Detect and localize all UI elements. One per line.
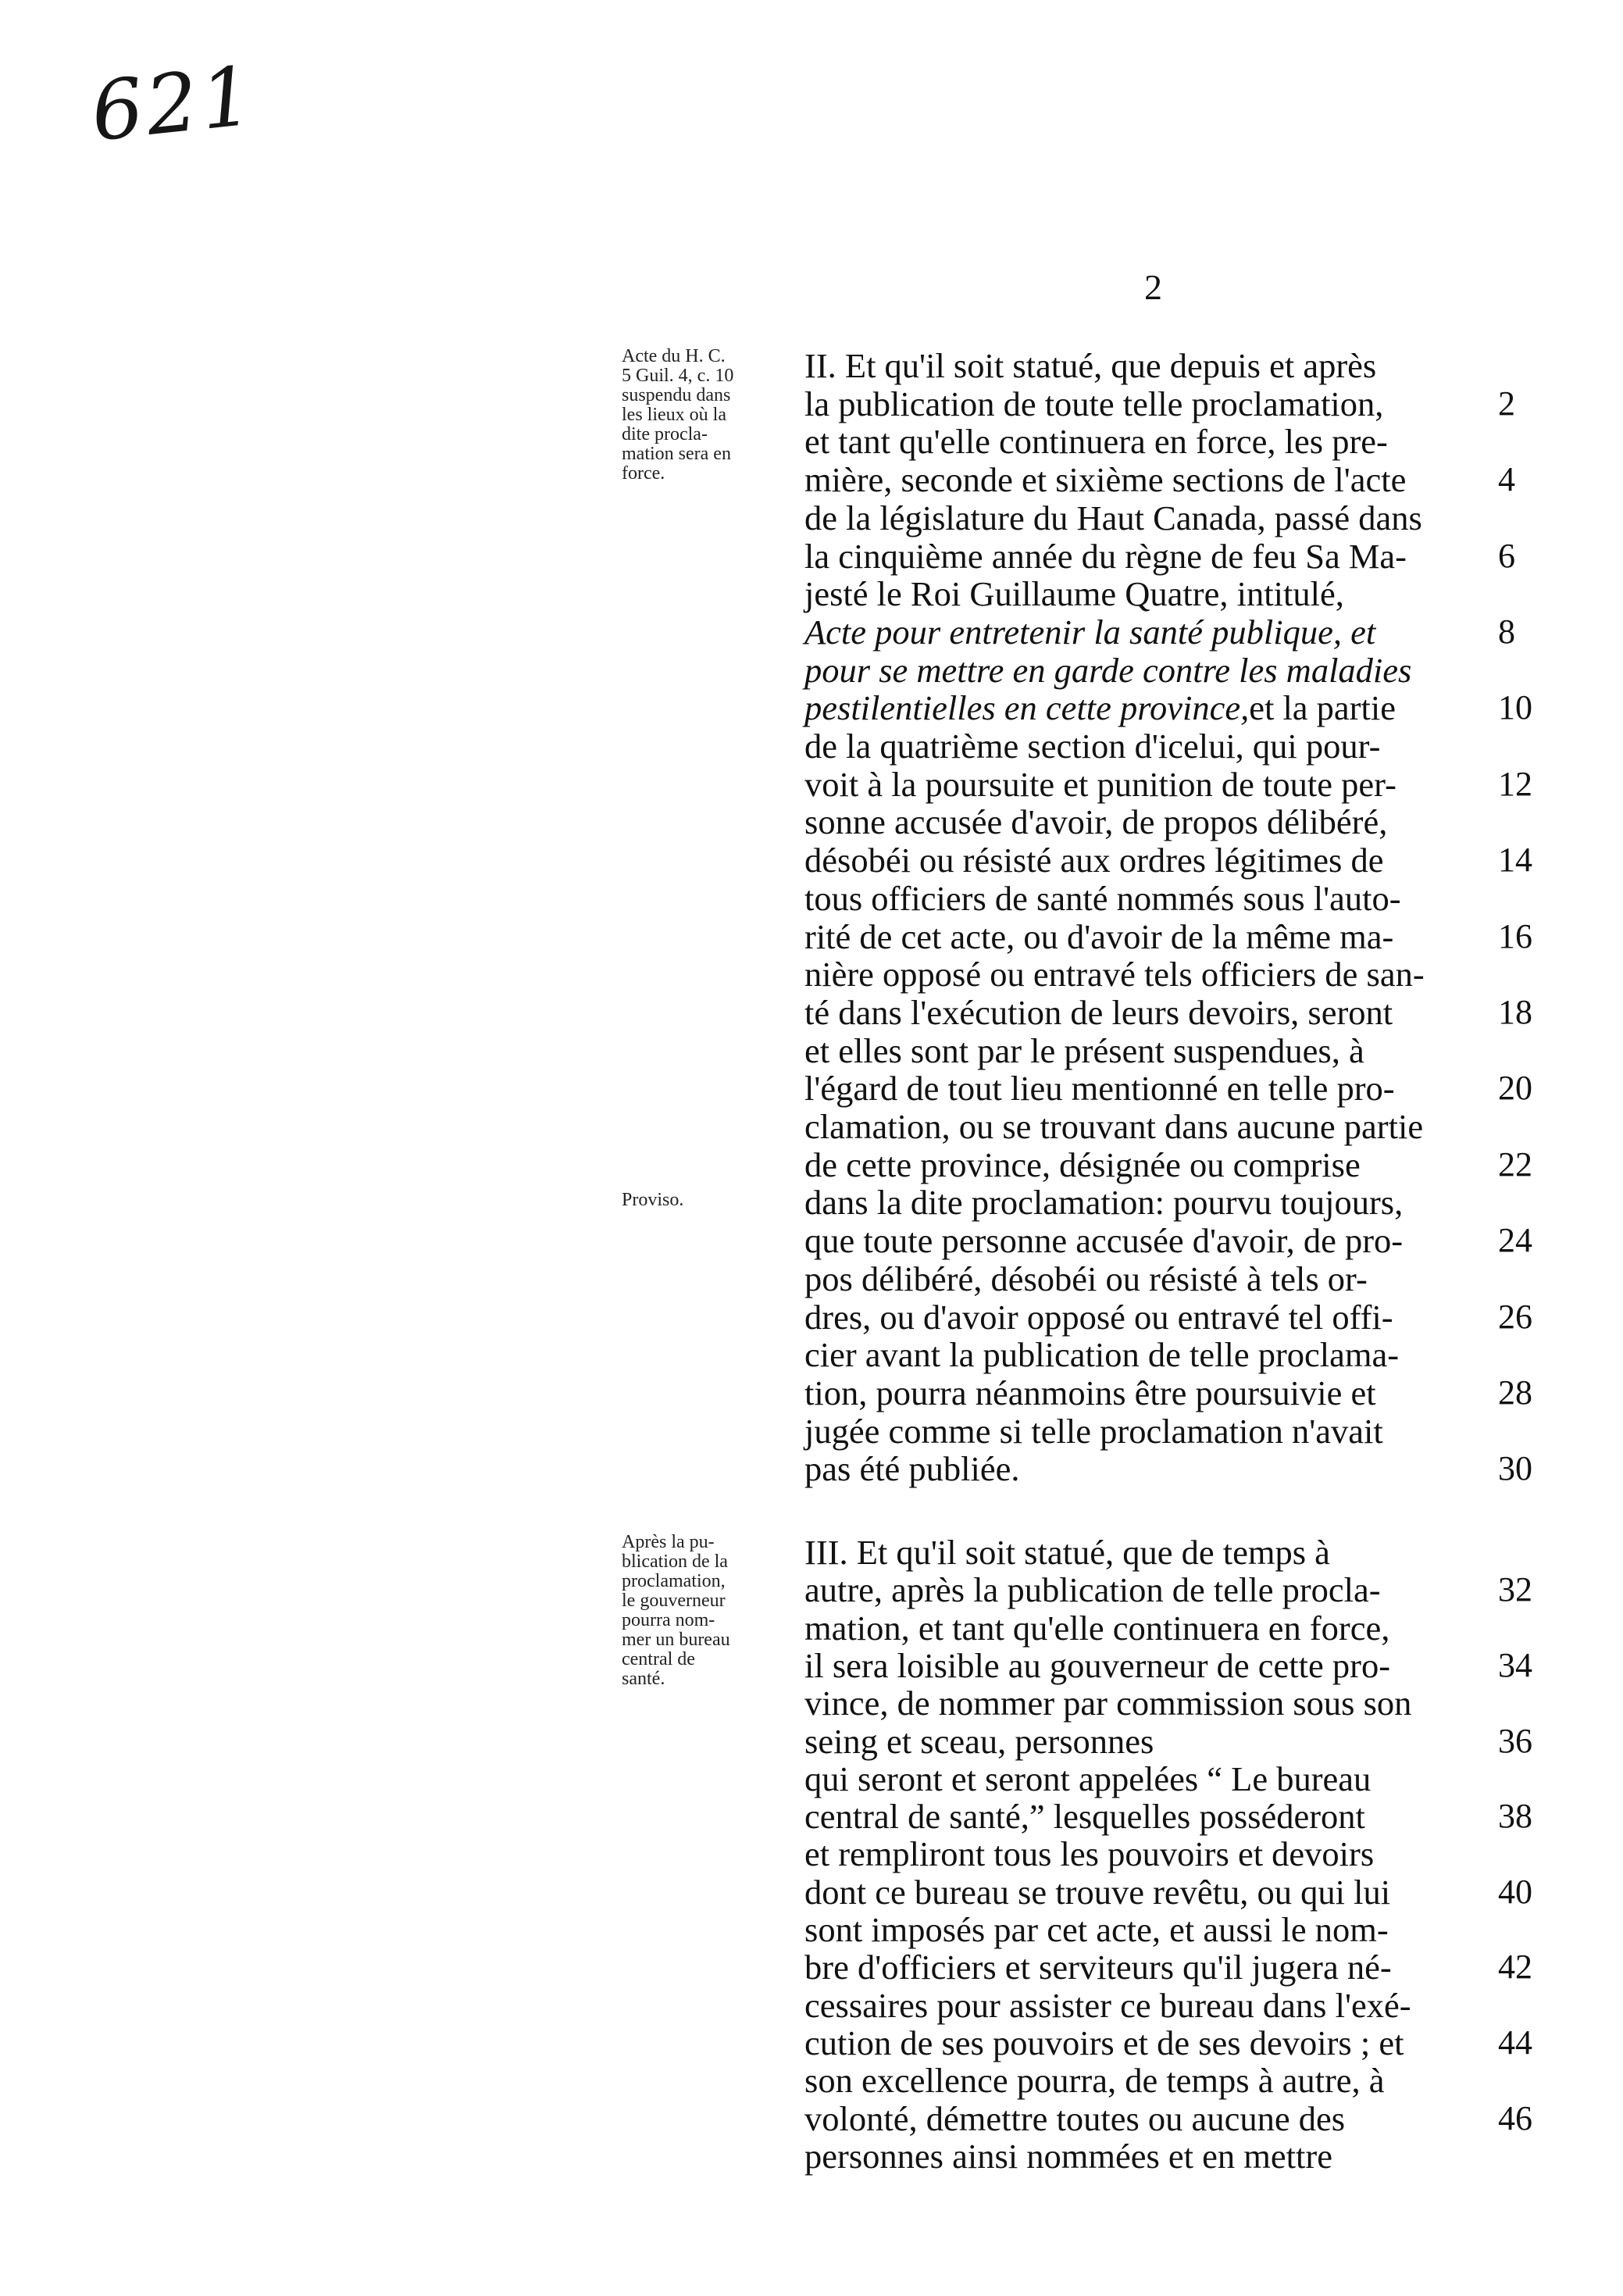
margin-note-proviso [622, 1191, 808, 1210]
text-line-content: tion, pourra néanmoins être poursuivie et [804, 1373, 1376, 1412]
text-line-content: personnes ainsi nommées et en mettre [804, 2136, 1332, 2176]
margin-note-line: Après la pu- [622, 1532, 715, 1552]
text-line-content: mière, seconde et sixième sections de l'acte [804, 460, 1407, 500]
line-number: 30 [1498, 1449, 1532, 1488]
page-number: 2 [1144, 267, 1162, 307]
text-line [804, 955, 1492, 994]
text-line [804, 537, 1492, 576]
text-line [804, 2137, 1492, 2176]
text-line [804, 1069, 1492, 1108]
text-line-content: et tant qu'elle continuera en force, les pre- [804, 422, 1388, 462]
line-number: 46 [1498, 2098, 1532, 2137]
line-number: 14 [1498, 841, 1532, 880]
text-line-content: nière opposé ou entravé tels officiers de san- [804, 955, 1425, 994]
text-line-content: la publication de toute telle proclamation, [804, 384, 1384, 423]
text-line-content: tous officiers de santé nommés sous l'auto- [804, 878, 1401, 918]
text-line [804, 1298, 1492, 1337]
margin-note-line: blication de la [622, 1551, 728, 1572]
text-line-content: et rempliront tous les pouvoirs et devoirs [804, 1834, 1375, 1874]
text-line [804, 1412, 1492, 1451]
text-line-content: cier avant la publication de telle proclama- [804, 1335, 1400, 1375]
line-number: 2 [1498, 384, 1515, 423]
text-line [804, 1797, 1492, 1836]
text-line-content: qui seront et seront appelées “ Le bureau [804, 1759, 1372, 1798]
line-number: 12 [1498, 764, 1532, 803]
text-line-content: volonté, démettre toutes ou aucune des [804, 2098, 1346, 2138]
text-line [804, 1986, 1492, 2025]
text-line [804, 651, 1492, 690]
margin-note-bureau-central [622, 1533, 808, 1689]
margin-note-line: force. [622, 463, 665, 484]
line-number: 38 [1498, 1797, 1532, 1836]
text-line-content: té dans l'exécution de leurs devoirs, seront [804, 992, 1393, 1032]
text-line [804, 1221, 1492, 1260]
text-line [804, 1449, 1492, 1488]
text-line-content: pos délibéré, désobéi ou résisté à tels or- [804, 1259, 1368, 1298]
text-line-content: dres, ou d'avoir opposé ou entravé tel offi- [804, 1297, 1393, 1337]
text-line-content: et elles sont par le présent suspendues, à [804, 1030, 1364, 1070]
text-line [804, 574, 1492, 613]
margin-note-line: suspendu dans [622, 385, 731, 405]
text-line [804, 879, 1492, 918]
line-number: 36 [1498, 1721, 1532, 1760]
margin-note-line: central de [622, 1649, 695, 1669]
text-line [804, 1722, 1492, 1761]
text-line [804, 1646, 1492, 1685]
line-number: 6 [1498, 536, 1515, 575]
text-line-content: III. Et qu'il soit statué, que de temps à [804, 1533, 1330, 1572]
text-line-content: la cinquième année du règne de feu Sa Ma- [804, 536, 1407, 576]
text-line-content: rité de cet acte, ou d'avoir de la même ma- [804, 916, 1394, 956]
line-number: 34 [1498, 1645, 1532, 1684]
text-line-content: dont ce bureau se trouve revêtu, ou qui lui [804, 1872, 1391, 1912]
text-line [804, 1873, 1492, 1912]
text-line-continuation: et la partie [1249, 688, 1396, 728]
text-line-content: pestilentielles en cette province, [804, 688, 1250, 728]
text-line [804, 2023, 1492, 2062]
line-number: 4 [1498, 460, 1515, 499]
line-number: 40 [1498, 1872, 1532, 1911]
text-line-content: cessaires pour assister ce bureau dans l'exé- [804, 1985, 1411, 2025]
text-line-content: sonne accusée d'avoir, de propos délibéré, [804, 802, 1388, 842]
text-line-content: de la quatrième section d'icelui, qui pour- [804, 727, 1381, 766]
line-number: 8 [1498, 612, 1515, 651]
line-number: 10 [1498, 688, 1532, 727]
line-number: 18 [1498, 992, 1532, 1031]
text-line [804, 841, 1492, 880]
text-line [804, 1335, 1492, 1374]
line-number: 20 [1498, 1069, 1532, 1108]
text-line-content: voit à la poursuite et punition de toute per- [804, 764, 1396, 804]
text-line [804, 1570, 1492, 1609]
text-line [804, 1910, 1492, 1949]
margin-note-line: pourra nom- [622, 1610, 715, 1630]
text-line [804, 765, 1492, 804]
text-line-content: II. Et qu'il soit statué, que depuis et après [804, 346, 1377, 385]
text-line [804, 1145, 1492, 1184]
line-number: 28 [1498, 1373, 1532, 1412]
margin-note-line: Acte du H. C. [622, 346, 726, 366]
text-line [804, 1759, 1492, 1798]
text-line [804, 1031, 1492, 1070]
line-number: 32 [1498, 1570, 1532, 1609]
margin-note-line: les lieux où la [622, 405, 726, 425]
text-line [804, 1834, 1492, 1873]
line-number: 22 [1498, 1144, 1532, 1184]
text-line [804, 1259, 1492, 1298]
text-line-content: pas été publiée. [804, 1449, 1020, 1489]
text-line-content: jugée comme si telle proclamation n'avait [804, 1411, 1383, 1451]
text-line-content: autre, après la publication de telle procla- [804, 1570, 1381, 1610]
text-line [804, 2061, 1492, 2100]
text-line [804, 1609, 1492, 1648]
text-line [804, 2099, 1492, 2138]
text-line [804, 688, 1492, 727]
text-line [804, 1183, 1492, 1222]
text-line [804, 802, 1492, 841]
margin-note-line: 5 Guil. 4, c. 10 [622, 366, 734, 386]
text-line-content: seing et sceau, personnes [804, 1721, 1154, 1761]
text-line-content: sont imposés par cet acte, et aussi le nom- [804, 1910, 1389, 1949]
margin-note-line: le gouverneur [622, 1591, 726, 1611]
text-line [804, 1948, 1492, 1987]
margin-note-line: mation sera en [622, 444, 731, 464]
margin-note-acte-suspendu [622, 347, 808, 484]
margin-note-line: dite procla- [622, 424, 708, 445]
text-line [804, 384, 1492, 423]
text-line [804, 346, 1492, 385]
margin-note-line: proclamation, [622, 1571, 726, 1591]
text-line [804, 1107, 1492, 1146]
margin-note-line: mer un bureau [622, 1630, 730, 1650]
text-line-content: désobéi ou résisté aux ordres légitimes de [804, 841, 1384, 880]
text-line-content: bre d'officiers et serviteurs qu'il jugera né- [804, 1948, 1392, 1987]
text-line [804, 498, 1492, 537]
text-line [804, 422, 1492, 461]
text-line-content: dans la dite proclamation: pourvu toujours, [804, 1183, 1404, 1223]
line-number: 16 [1498, 916, 1532, 955]
text-line-content: il sera loisible au gouverneur de cette pro- [804, 1645, 1391, 1685]
text-line-content: son excellence pourra, de temps à autre, à [804, 2061, 1385, 2101]
text-line-content: clamation, ou se trouvant dans aucune partie [804, 1107, 1424, 1146]
line-number: 42 [1498, 1948, 1532, 1987]
text-line [804, 1684, 1492, 1723]
text-line-content: de la législature du Haut Canada, passé dans [804, 498, 1422, 537]
margin-note-line: Proviso. [622, 1190, 684, 1210]
line-number: 24 [1498, 1221, 1532, 1260]
text-line-content: Acte pour entretenir la santé publique, et [804, 612, 1376, 652]
text-line [804, 727, 1492, 766]
text-line [804, 1533, 1492, 1572]
text-line [804, 917, 1492, 956]
handwritten-folio-note: 621 [87, 48, 261, 160]
text-line-content: mation, et tant qu'elle continuera en force, [804, 1608, 1390, 1648]
text-line-content: l'égard de tout lieu mentionné en telle pro- [804, 1069, 1395, 1109]
text-line-content: jesté le Roi Guillaume Quatre, intitulé, [804, 574, 1344, 614]
text-line-content: pour se mettre en garde contre les maladies [804, 650, 1412, 690]
text-line [804, 993, 1492, 1032]
text-line [804, 1373, 1492, 1412]
text-line-content: central de santé,” lesquelles posséderont [804, 1797, 1365, 1837]
text-line [804, 460, 1492, 499]
text-line [804, 612, 1492, 652]
text-line-content: vince, de nommer par commission sous son [804, 1684, 1412, 1723]
line-number: 44 [1498, 2023, 1532, 2062]
line-number: 26 [1498, 1297, 1532, 1336]
text-line-content: cution de ses pouvoirs et de ses devoirs ; et [804, 2023, 1404, 2062]
margin-note-line: santé. [622, 1669, 665, 1689]
text-line-content: que toute personne accusée d'avoir, de pro- [804, 1221, 1404, 1261]
text-line-content: de cette province, désignée ou comprise [804, 1144, 1361, 1184]
